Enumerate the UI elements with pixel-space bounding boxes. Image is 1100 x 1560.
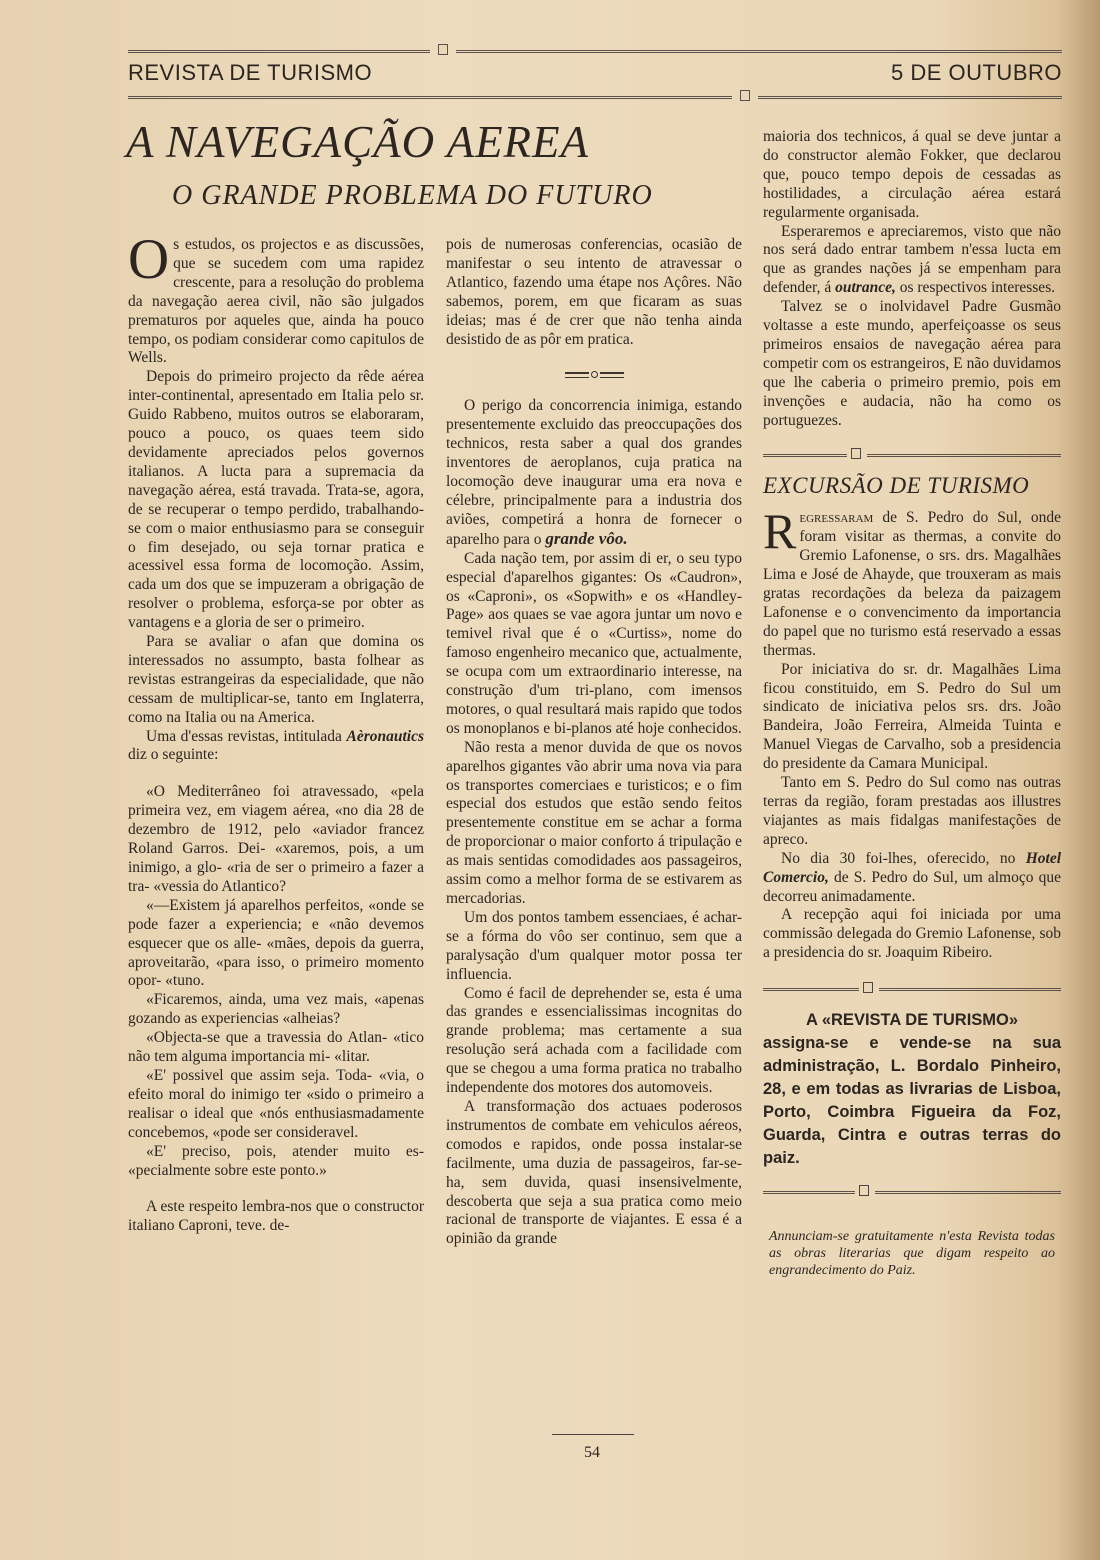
article-paragraph: Um dos pontos tambem essenciaes, é achar-se a fórma do vôo ser continuo, sem que a paralysação d'um qualquer motor possa ter influencia. [446, 908, 742, 983]
excursao-paragraph: No dia 30 foi-lhes, oferecido, no Hotel Comercio, de S. Pedro do Sul, um almoço que decorreu animadamente. [763, 849, 1062, 905]
free-announcement-notice: Annunciam-se gratuitamente n'esta Revista todas as obras literarias que digam respeito ao engrandecimento do Paiz. [769, 1229, 1055, 1279]
excursao-title: EXCURSÃO DE TURISMO [763, 472, 1030, 498]
excursao-paragraph: A recepção aqui foi iniciada por uma commissão delegada do Gremio Lafonense, sob a presidencia do sr. Joaquim Ribeiro. [763, 906, 1061, 962]
article-column-3 [763, 128, 1061, 1279]
article-title: A NAVEGAÇÃO AEREA [126, 117, 590, 167]
article-column-2 [446, 236, 742, 1249]
article-paragraph: Uma d'essas revistas, intitulada Aèronautics diz o seguinte: [128, 727, 424, 764]
excursao-paragraph: Por iniciativa do sr. dr. Magalhães Lima ficou constituido, em S. Pedro do Sul um sindicato de iniciativa pelos srs. drs. João Bandeira, João Ferreira, Almeida Tuinta e Manuel Viegas de Carvalho, sob a presidencia do presidente da Camara Municipal. [763, 660, 1061, 773]
article-paragraph: Não resta a menor duvida de que os novos aparelhos gigantes vão abrir uma nova via para os transportes comerciaes e turisticos; e o fim especial dos estudos que estão sendo feitos presentemente constitue em se achar a forma de proporcionar o maior conforto á tripulação e as mais sentidas comodidades aos passageiros, assim como a melhor forma de se estivarem as mercadorias. [446, 738, 742, 907]
quote-paragraph: «Objecta-se que a travessia do Atlan- «tico não tem alguma importancia mi- «litar. [128, 1029, 424, 1066]
article-paragraph: A transformação dos actuaes poderosos instrumentos de combate em vehiculos aéreos, comodos e rapidos, onde possa instalar-se facilmente, uma duzia de passageiros, far-se-ha, sem duvida, quasi insensivelmente, descoberta que seja a sua pratica como meio racional de transporte de viajantes. E essa é a opinião da grande [446, 1097, 742, 1248]
section-divider [763, 979, 1061, 999]
drop-cap: R [763, 503, 797, 560]
article-paragraph: Como é facil de deprehender se, esta é uma das grandes e essencialissimas incognitas do grande problema; mas certamente a sua resolução será achada com a facilidade com que se chegou a uma forma pratica no trabalho independente dos motores dos automoveis. [446, 984, 742, 1097]
advert-title: A «REVISTA DE TURISMO» [805, 1011, 1019, 1030]
header-bottom-rule-right [758, 96, 1062, 99]
header-top-rule-right [456, 50, 1062, 53]
article-paragraph: pois de numerosas conferencias, ocasião de manifestar o seu intento de atravessar o Atlantico, fazendo uma étape nos Açôres. Não sabemos, porem, em que ficaram as suas ideias; mas é de crer que não tenha ainda desistido de as pôr em pratica. [446, 236, 742, 348]
issue-date: 5 DE OUTUBRO [890, 60, 1062, 85]
article-paragraph: Depois do primeiro projecto da rêde aérea inter-continental, apresentado em Italia pelo sr. Guido Rabbeno, muitos outros se elaboraram, pouco a pouco, os quaes teem sido devidamente apreciados pelos governos italianos. A lucta para a supremacia da navegação aérea, está travada. Trata-se, agora, de se recuperar o tempo perdido, trabalhando-se com o maior enthusiasmo para se conseguir o fim desejado, ou seja tornar pratica e acessivel essa forma de locomoção. Assim, cada um dos que se impuzeram a obrigação de resolver o problema, esforça-se por obter as vantagens e a gloria de ser o primeiro. [128, 368, 424, 632]
article-paragraph: maioria dos technicos, á qual se deve juntar a do constructor alemão Fokker, que declarou que, pouco tempo depois de cessadas as hostilidades, a circulação aérea estará regularmente organisada. [763, 128, 1061, 221]
quote-paragraph: «O Mediterrâneo foi atravessado, «pela primeira vez, em viagem aérea, «no dia 28 de dezembro de 1912, pelo «aviador francez Roland Garros. Dei- «xaremos, pois, a um inimigo, a glo- «ria de ser o primeiro a fazer a tra- «vessia do Atlantico? [128, 783, 424, 895]
quotation-block [128, 783, 424, 1180]
section-divider [763, 1182, 1061, 1202]
article-column-1 [128, 228, 424, 1236]
article-paragraph: A este respeito lembra-nos que o constructor italiano Caproni, teve. de- [128, 1198, 424, 1235]
header-top-rule-left [128, 50, 430, 53]
quote-paragraph: «E' possivel que assim seja. Toda- «via, o efeito moral do inimigo ter «sido o primeiro a realisar o ideal que «nós enthusiasmadamente concebemos, «pode ser consideravel. [128, 1066, 424, 1141]
article-paragraph: Talvez se o inolvidavel Padre Gusmão voltasse a este mundo, aperfeiçoasse os seus primeiros ensaios de navegação aérea para competir com os estrangeiros, E não duvidamos que lhe caberia o primeiro premio, pois em invenções e audacia, não ha como os portuguezes. [763, 298, 1061, 429]
emphasis-text: grande vôo. [545, 528, 628, 548]
section-divider [763, 445, 1061, 465]
advert-body: assigna-se e vende-se na sua administração, L. Bordalo Pinheiro, 28, e em todas as livrarias de Lisboa, Porto, Coimbra Figueira da Foz, Guarda, Cintra e outras terras do paiz. [763, 1034, 1061, 1168]
excursao-paragraph: Regressaram de S. Pedro do Sul, onde foram visitar as thermas, a convite do Gremio Lafonense, o srs. drs. Magalhães Lima e José de Ahayde, que trouxeram as mais gratas recordações da beleza da paizagem Lafonense e o convencimento da importancia do papel que no turismo está reservado a essas thermas. [763, 503, 1062, 659]
drop-cap: O [128, 228, 170, 291]
article-paragraph: Cada nação tem, por assim di er, o seu typo especial d'aparelhos gigantes: Os «Caudron», os «Caproni», os «Sopwith» e os «Handley-Page» aos quaes se vae agora juntar um novo e temivel rival que é o «Curtiss», nome do famoso engenheiro mecanico que, actualmente, se ocupa com um extraordinario interesse, na construção d'um tri-plano, com imensos motores, o qual resultará mais rapido que todos os monoplanos e bi-planos até hoje conhecidos. [446, 549, 742, 737]
header-bottom-rule-left [128, 96, 732, 99]
article-paragraph: Para se avaliar o afan que domina os interessados no assumpto, basta folhear as revistas estrangeiras da especialidade, que não cessam de multiplicar-se, tanto em Inglaterra, como na Italia ou na America. [128, 633, 424, 726]
subscription-advert [763, 1009, 1061, 1170]
article-paragraph: Esperaremos e apreciaremos, visto que não nos será dado entrar tambem n'essa lucta em que as grandes nações já se empenham para defender, á outrance, os respectivos interesses. [763, 222, 1061, 297]
quote-paragraph: «—Existem já aparelhos perfeitos, «onde se pode fazer a experiencia; e «não devemos esquecer que os alle- «mães, depois da guerra, aproveitarão, «para isso, o primeiro momento opor- «tuno. [128, 896, 424, 990]
article-paragraph: Os estudos, os projectos e as discussões, que se sucedem com uma rapidez crescente, para a resolução do problema da navegação aerea civil, não são julgados prematuros por aqueles que, ainda ha pouco tempo, os podiam considerar como capitulos de Wells. [128, 228, 424, 367]
page-number: 54 [584, 1444, 600, 1461]
header-ornament-top [438, 44, 448, 55]
header-ornament-bottom [740, 90, 750, 101]
emphasis-text: outrance, [835, 279, 896, 297]
magazine-name: REVISTA DE TURISMO [128, 60, 373, 85]
article-subtitle: O GRANDE PROBLEMA DO FUTURO [172, 180, 653, 211]
article-paragraph: O perigo da concorrencia inimiga, estando presentemente excluido das preoccupações dos technicos, resta saber a qual dos grandes inventores de aeroplanos, cuja pratica na locomoção deve inaugurar uma era nova e célebre, principalmente para a industria dos aviões, competirá a honra de fornecer o aparelho para o grande vôo. [446, 397, 742, 548]
emphasis-text: Hotel Comercio, [763, 849, 1062, 886]
footer-rule [552, 1434, 634, 1435]
excursao-paragraph: Tanto em S. Pedro do Sul como nas outras terras da região, foram prestadas aos illustres viajantes as mais fidalgas manifestações de apreco. [763, 774, 1061, 848]
quote-paragraph: «Ficaremos, ainda, uma vez mais, «apenas gozando as experiencias «alheias? [128, 991, 424, 1028]
section-ornament [446, 365, 742, 387]
quote-paragraph: «E' preciso, pois, atender muito es- «pecialmente sobre este ponto.» [128, 1142, 424, 1179]
magazine-reference: Aèronautics [346, 727, 424, 745]
